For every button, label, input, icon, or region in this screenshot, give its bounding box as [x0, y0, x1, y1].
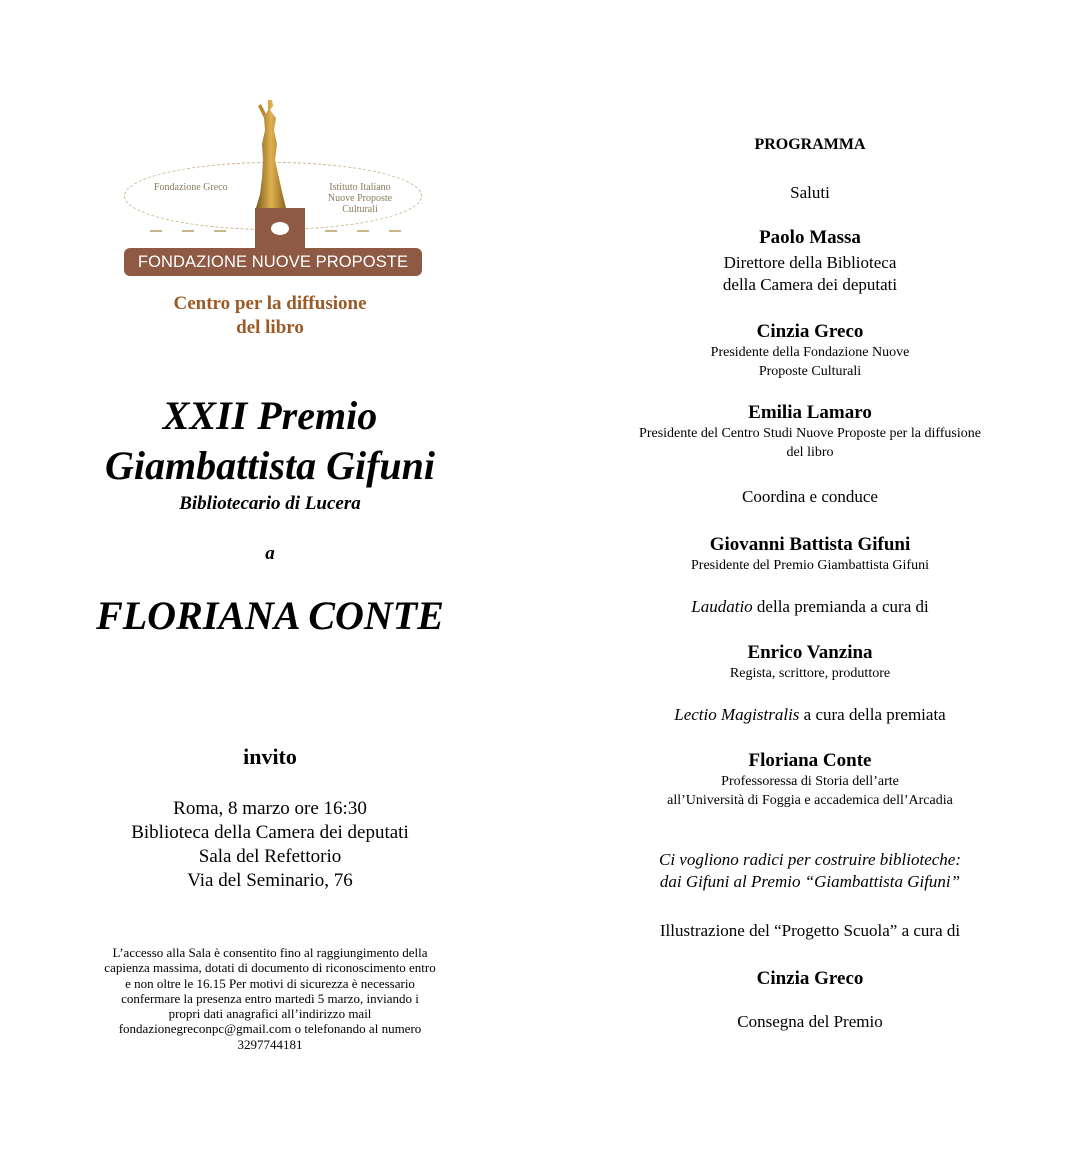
coordina: Coordina e conduce — [742, 487, 878, 506]
note-line: 3297744181 — [237, 1036, 303, 1052]
speaker-role: Direttore della Biblioteca — [723, 253, 897, 272]
venue-block — [60, 797, 480, 893]
speaker-name: Floriana Conte — [748, 750, 872, 771]
lecture-title-1: Ci vogliono radici per costruire biblioteche: — [658, 850, 961, 869]
note-line: confermare la presenza entro martedì 5 marzo, inviando i — [121, 990, 419, 1006]
title-line-2: Giambattista Gifuni — [104, 443, 436, 488]
invito-heading: invito — [243, 744, 297, 769]
access-note — [60, 945, 480, 1052]
note-line: fondazionegreconpc@gmail.com o telefonando al numero — [118, 1021, 422, 1037]
lecture-title-2: dai Gifuni al Premio “Giambattista Gifuni” — [659, 872, 961, 891]
center-line-2: del libro — [236, 317, 304, 338]
note-line: e non oltre le 16.15 Per motivi di sicurezza è necessario — [125, 975, 415, 991]
speaker-role: della Camera dei deputati — [722, 275, 898, 294]
title-line-1: XXII Premio — [162, 393, 378, 438]
speaker-name: Cinzia Greco — [756, 968, 864, 989]
speaker-name: Paolo Massa — [759, 227, 861, 248]
speaker-role: Presidente del Centro Studi Nuove Proposte per la diffusione — [639, 426, 981, 441]
subtitle: Bibliotecario di Lucera — [179, 493, 361, 514]
speaker-role: Presidente della Fondazione Nuove — [710, 345, 910, 360]
logo-pedestal — [255, 208, 305, 248]
illustrazione-line: Illustrazione del “Progetto Scuola” a cura di — [659, 921, 961, 940]
logo-left-text: Fondazione Greco — [154, 182, 228, 193]
logo-band: FONDAZIONE NUOVE PROPOSTE — [124, 248, 422, 276]
a-connector: a — [265, 543, 275, 564]
speaker-name: Emilia Lamaro — [748, 402, 872, 423]
saluti: Saluti — [790, 183, 830, 202]
venue-line: Sala del Refettorio — [198, 846, 342, 867]
speaker-role: Professoressa di Storia dell’arte — [721, 774, 899, 789]
center-line-1: Centro per la diffusione — [173, 293, 367, 314]
logo-right-text: Istituto Italiano Nuove Proposte Culturali — [327, 182, 393, 215]
programma-heading: PROGRAMMA — [754, 136, 866, 153]
note-line: propri dati anagrafici all’indirizzo mail — [168, 1006, 372, 1022]
lectio-line: Lectio Magistralis a cura della premiata — [674, 705, 946, 724]
note-line: capienza massima, dotati di documento di riconoscimento entro — [104, 960, 436, 976]
venue-line: Via del Seminario, 76 — [187, 870, 353, 891]
awardee-name: FLORIANA CONTE — [96, 593, 444, 638]
speaker-name: Cinzia Greco — [756, 321, 864, 342]
speaker-role: Presidente del Premio Giambattista Gifuni — [691, 558, 929, 573]
speaker-role: all’Università di Foggia e accademica dell’Arcadia — [667, 793, 953, 808]
speaker-role: Proposte Culturali — [758, 364, 862, 379]
speaker-name: Giovanni Battista Gifuni — [709, 534, 911, 555]
statue-icon — [250, 100, 290, 210]
venue-line: Roma, 8 marzo ore 16:30 — [173, 798, 367, 819]
speaker-name: Enrico Vanzina — [747, 642, 873, 663]
note-line: L’accesso alla Sala è consentito fino al raggiungimento della — [112, 945, 428, 960]
laudatio-line: Laudatio della premianda a cura di — [691, 597, 929, 616]
venue-line: Biblioteca della Camera dei deputati — [131, 822, 409, 843]
fondazione-logo — [120, 100, 430, 282]
speaker-role: del libro — [786, 445, 834, 460]
speaker-role: Regista, scrittore, produttore — [729, 666, 891, 681]
consegna: Consegna del Premio — [737, 1012, 883, 1031]
